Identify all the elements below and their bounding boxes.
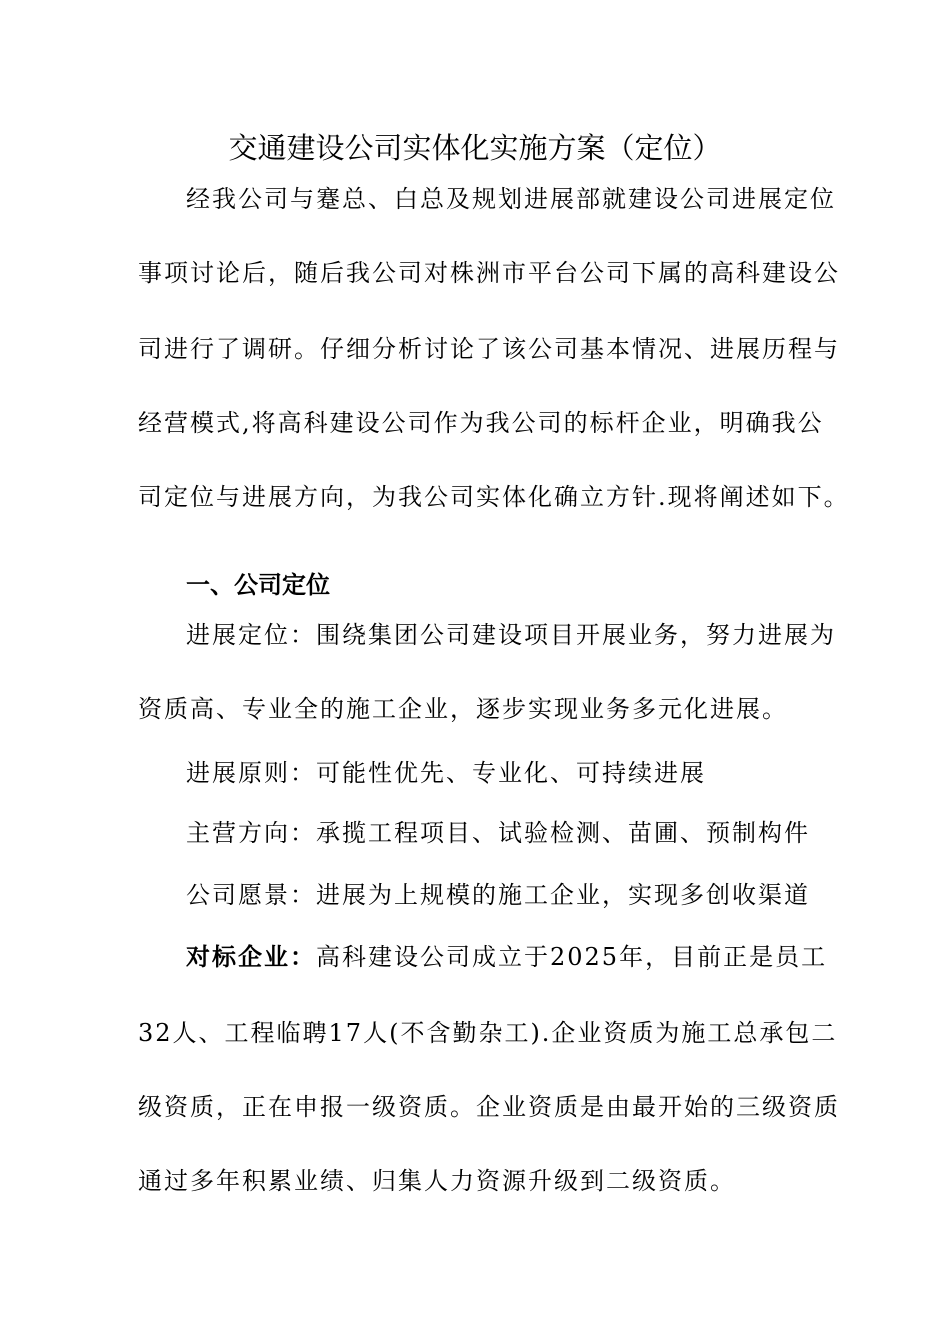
intro-line-1: 经我公司与蹇总、白总及规划进展部就建设公司进展定位 bbox=[186, 185, 836, 213]
section-heading-positioning: 一、公司定位 bbox=[186, 571, 330, 599]
benchmark-line-3: 级资质，正在申报一级资质。企业资质是由最开始的三级资质 bbox=[138, 1093, 840, 1121]
benchmark-line-4: 通过多年积累业绩、归集人力资源升级到二级资质。 bbox=[138, 1167, 736, 1195]
benchmark-line-2: 32人、工程临聘17人(不含勤杂工).企业资质为施工总承包二 bbox=[138, 1019, 838, 1047]
benchmark-label: 对标企业： bbox=[186, 943, 316, 971]
principle-line: 进展原则：可能性优先、专业化、可持续进展 bbox=[186, 759, 706, 787]
benchmark-line-1 bbox=[186, 940, 827, 974]
intro-line-2: 事项讨论后，随后我公司对株洲市平台公司下属的高科建设公 bbox=[138, 259, 840, 287]
positioning-line-2: 资质高、专业全的施工企业，逐步实现业务多元化进展。 bbox=[138, 695, 788, 723]
intro-line-5: 司定位与进展方向，为我公司实体化确立方针.现将阐述如下。 bbox=[138, 483, 850, 511]
document-title: 交通建设公司实体化实施方案（定位） bbox=[228, 131, 722, 165]
positioning-line-1: 进展定位：围绕集团公司建设项目开展业务，努力进展为 bbox=[186, 621, 836, 649]
intro-line-4: 经营模式,将高科建设公司作为我公司的标杆企业，明确我公 bbox=[138, 409, 824, 437]
intro-line-3: 司进行了调研。仔细分析讨论了该公司基本情况、进展历程与 bbox=[138, 335, 840, 363]
benchmark-text-1: 高科建设公司成立于2025年，目前正是员工 bbox=[316, 943, 828, 971]
direction-line: 主营方向：承揽工程项目、试验检测、苗圃、预制构件 bbox=[186, 819, 810, 847]
vision-line: 公司愿景：进展为上规模的施工企业，实现多创收渠道 bbox=[186, 881, 810, 909]
